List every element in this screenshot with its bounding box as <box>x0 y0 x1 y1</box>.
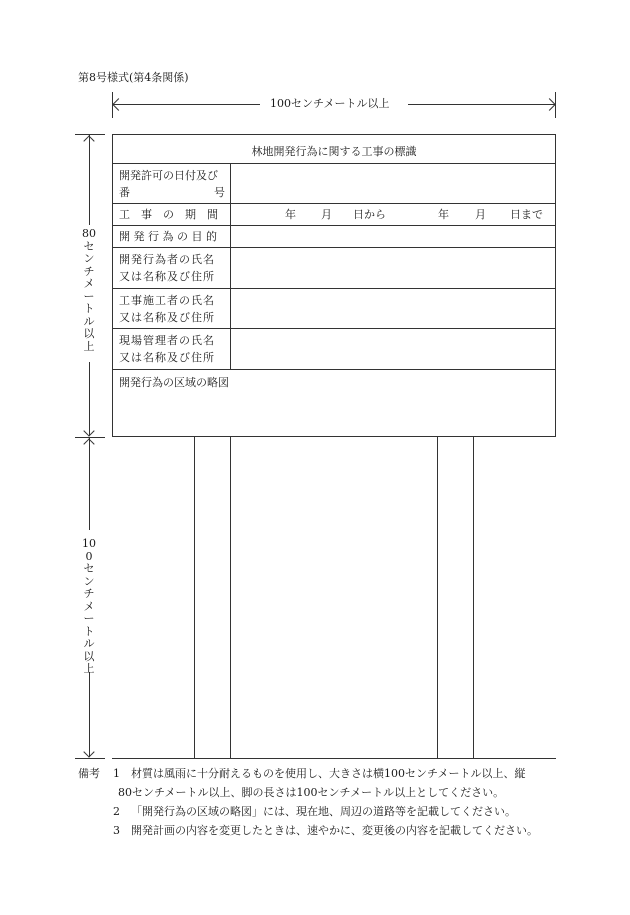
row-construction-period <box>113 203 555 226</box>
row-site-manager <box>113 328 555 369</box>
row-area-map <box>113 369 555 437</box>
period-year1: 年 <box>285 208 296 221</box>
note-1-number: 1 <box>113 767 120 780</box>
arrow-left-icon <box>112 98 125 111</box>
left-dimension-board-text: 80センチメートル以上 <box>82 227 96 353</box>
row-contractor <box>113 288 555 329</box>
arrow-up-icon <box>83 438 94 449</box>
purpose-label: 開 発 行 為 の 目 的 <box>119 230 217 243</box>
left-dim-bottom-tick <box>75 758 105 759</box>
left-dim-top-tick <box>75 134 105 135</box>
note-2-number: 2 <box>113 805 120 818</box>
permit-date-label-line1: 開発許可の日付及び <box>119 169 218 182</box>
notes-heading: 備考 <box>78 767 100 780</box>
sign-title: 林地開発行為に関する工事の標識 <box>251 145 417 158</box>
developer-label-line2: 又は名称及び住所 <box>119 270 215 283</box>
note-1-line2: 80センチメートル以上、脚の長さは100センチメートル以上としてください。 <box>118 786 505 799</box>
ground-line <box>112 758 556 759</box>
row-permit-date <box>113 163 555 204</box>
permit-date-label-line2b: 号 <box>214 186 225 199</box>
form-label: 第8号様式(第4条関係) <box>78 71 189 84</box>
left-dimension-legs-text: 100センチメートル以上 <box>82 537 96 675</box>
left-dim-board-line-top <box>89 135 90 225</box>
site-manager-label-line2: 又は名称及び住所 <box>119 351 215 364</box>
arrow-down-icon <box>83 425 94 436</box>
contractor-label-line1: 工事施工者の氏名 <box>119 294 215 307</box>
developer-label-line1: 開発行為者の氏名 <box>119 253 215 266</box>
leg-right-outer <box>473 437 474 758</box>
note-2-line1: 「開発行為の区域の略図」には、現在地、周辺の道路等を記載してください。 <box>131 805 516 818</box>
top-dimension-text: 100センチメートル以上 <box>270 97 390 110</box>
site-manager-label-line1: 現場管理者の氏名 <box>119 334 215 347</box>
period-to: 日まで <box>510 208 543 221</box>
left-dim-mid-tick <box>75 437 105 438</box>
sign-board <box>112 134 556 437</box>
contractor-label-line2: 又は名称及び住所 <box>119 311 215 324</box>
leg-right-inner <box>437 437 438 758</box>
left-dim-legs-line-top <box>89 438 90 530</box>
note-3-line1: 開発計画の内容を変更したときは、速やかに、変更後の内容を記載してください。 <box>131 824 538 837</box>
leg-left-outer <box>194 437 195 758</box>
period-month1: 月 <box>321 208 332 221</box>
leg-left-inner <box>230 437 231 758</box>
row-developer <box>113 247 555 288</box>
left-dim-legs-line-bottom <box>89 672 90 757</box>
arrow-up-icon <box>83 135 94 146</box>
row-purpose <box>113 225 555 248</box>
area-map-label: 開発行為の区域の略図 <box>119 376 229 389</box>
arrow-down-icon <box>83 746 94 757</box>
period-year2: 年 <box>438 208 449 221</box>
period-from: 日から <box>353 208 386 221</box>
period-label: 工 事 の 期 間 <box>119 208 218 221</box>
arrow-right-icon <box>543 98 556 111</box>
note-3-number: 3 <box>113 824 120 837</box>
period-month2: 月 <box>475 208 486 221</box>
top-dimension-line-right <box>408 104 555 105</box>
note-1-line1: 材質は風雨に十分耐えるものを使用し、大きさは横100センチメートル以上、縦 <box>131 767 526 780</box>
permit-date-label-line2a: 番 <box>119 186 130 199</box>
top-dimension-line-left <box>113 104 260 105</box>
